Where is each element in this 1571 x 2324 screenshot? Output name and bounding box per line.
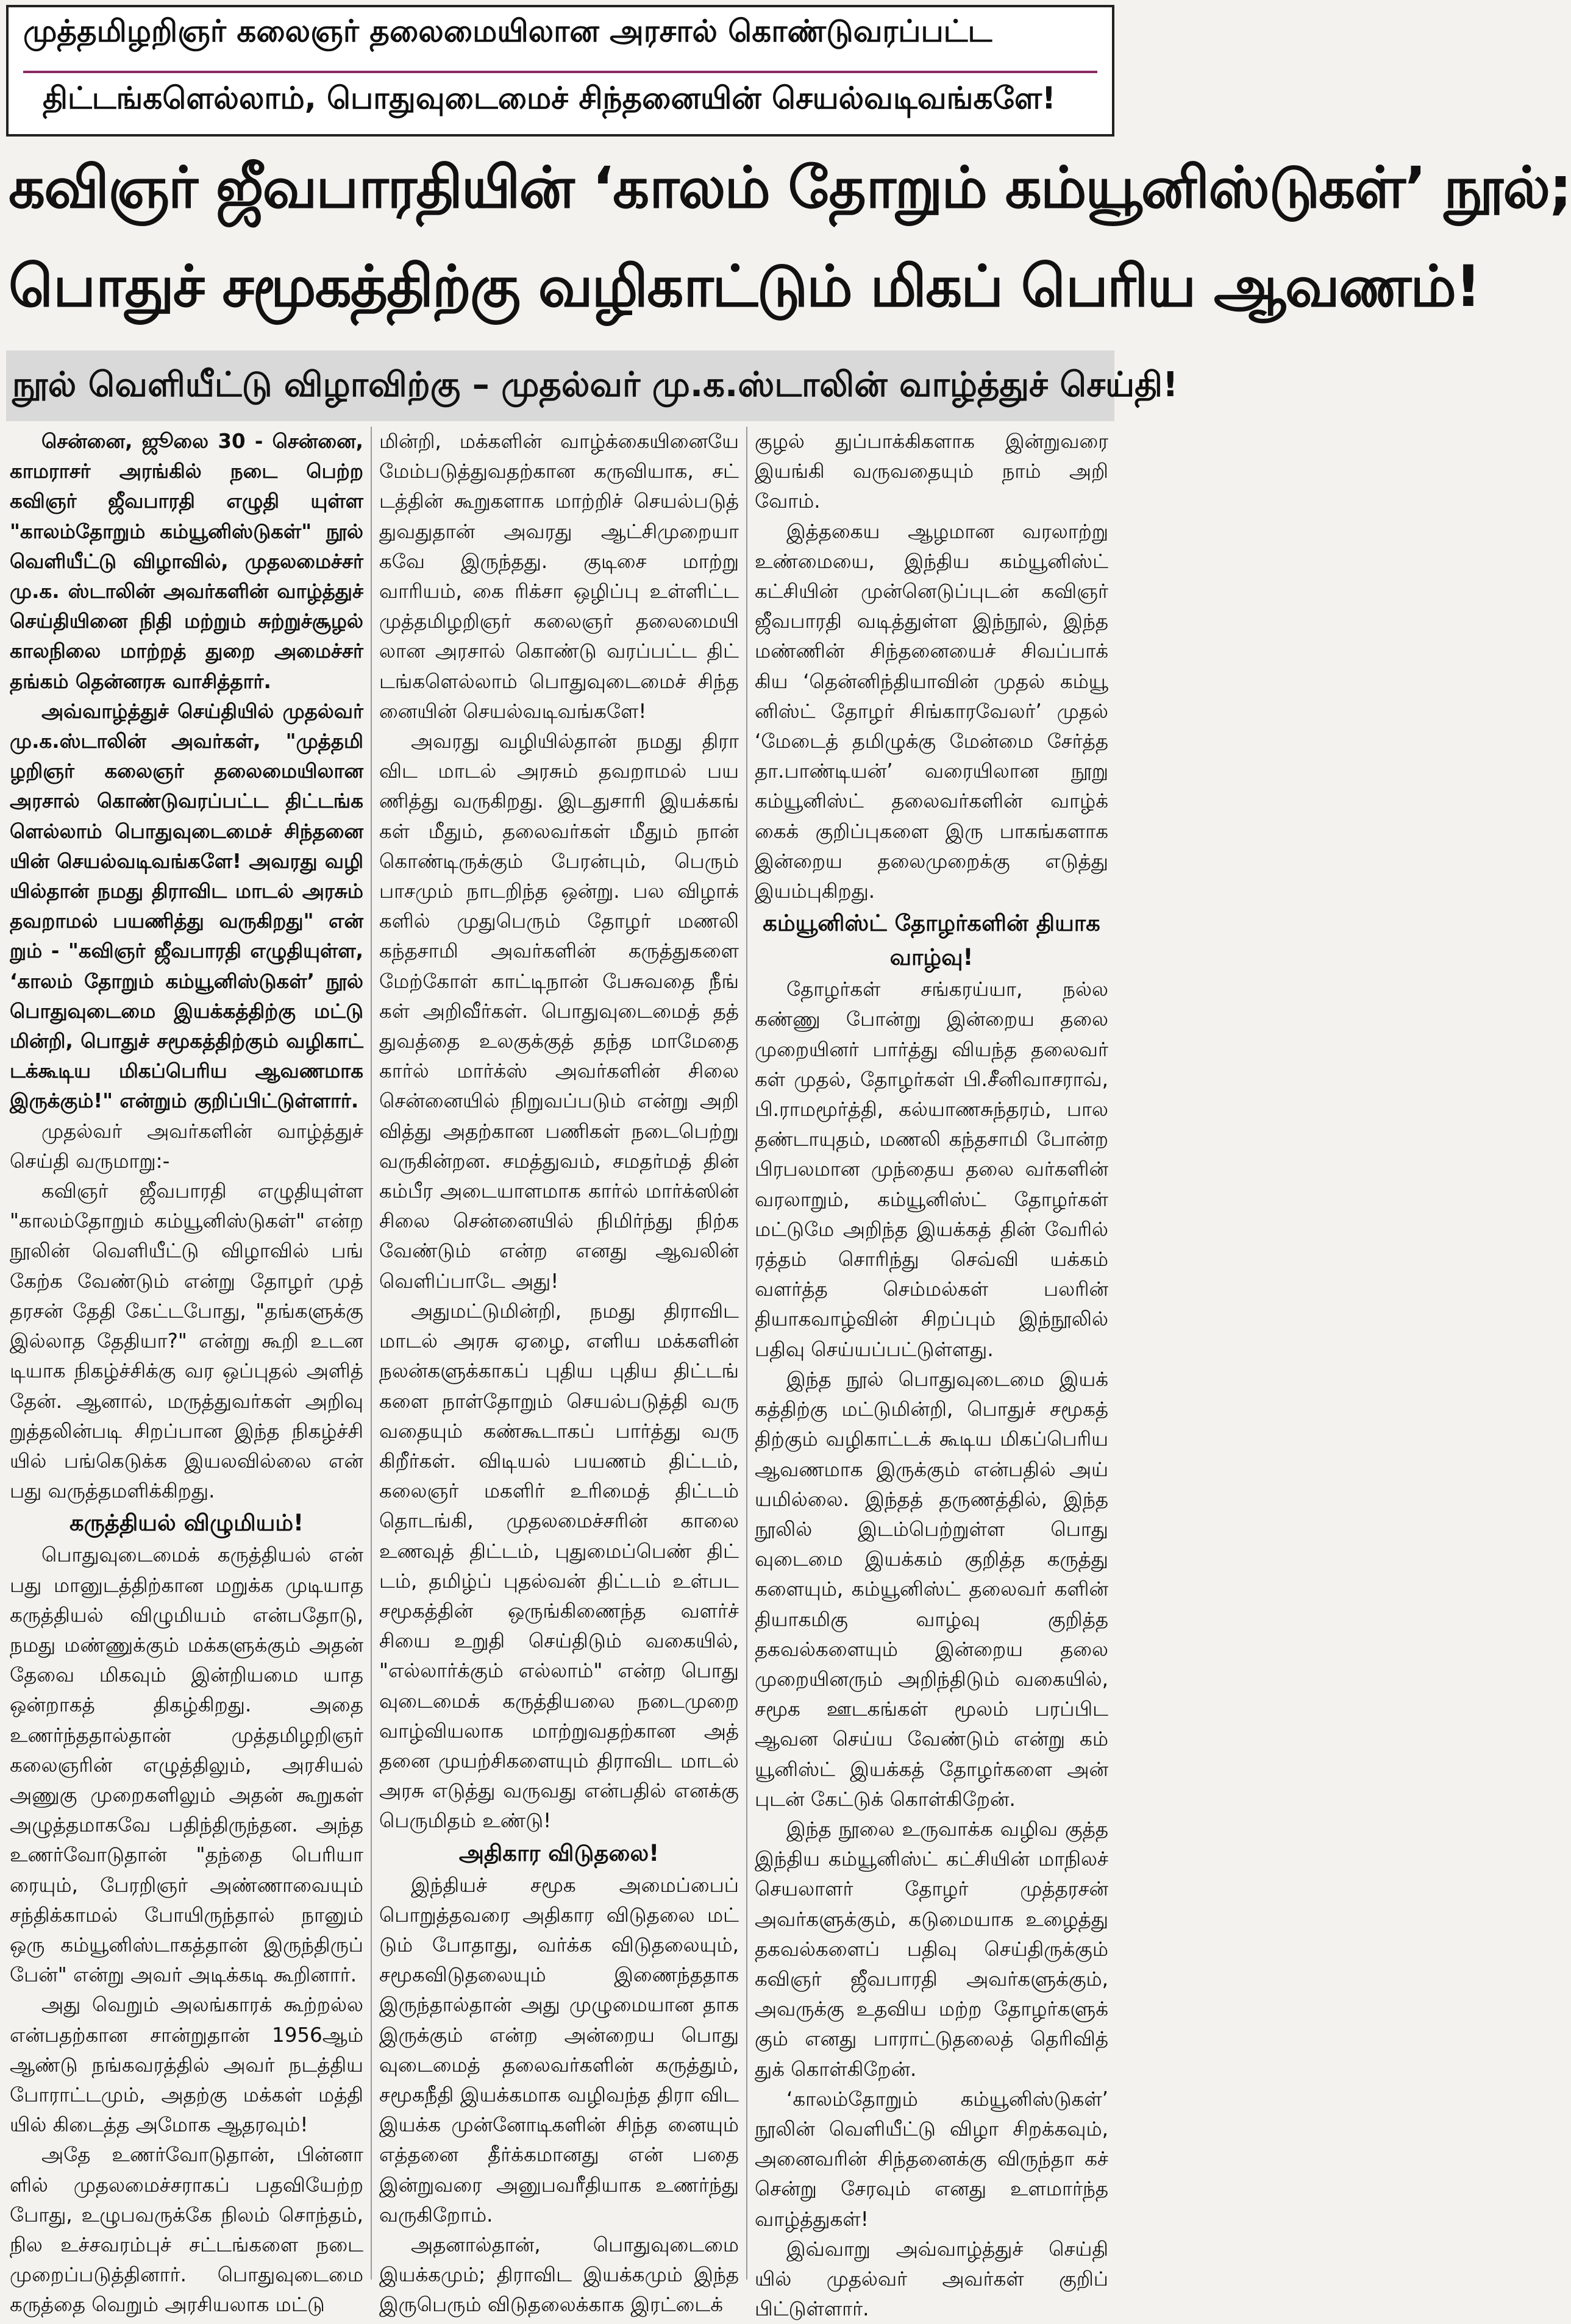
- article-paragraph: இத்தகைய ஆழமான வரலாற்று உண்மையை, இந்திய கம்யூனிஸ்ட் கட்சியின் முன்னெடுப்புடன் கவிஞர் ஜீவபாரதி வடித்துள்ள இந்நூல், இந்த மண்ணின் சிந்தனையைச் சிவப்பாக் கிய ‘தென்னிந்தியாவின் முதல் கம்யூ னிஸ்ட் தோழர் சிங்காரவேலர்’ முதல் ‘மேடைத் தமிழுக்கு மேன்மை சேர்த்த தா.பாண்டியன்’ வரையிலான நூறு கம்யூனிஸ்ட் தலைவர்களின் வாழ்க் கைக் குறிப்புகளை இரு பாகங்களாக இன்றைய தலைமுறைக்கு எடுத்து இயம்புகிறது.: [755, 519, 1108, 903]
- column-divider: [371, 427, 372, 2280]
- article-paragraph: குழல் துப்பாக்கிகளாக இன்றுவரை இயங்கி வருவதையும் நாம் அறி வோம்.: [755, 430, 1108, 513]
- article-paragraph: சென்னை, ஜூலை 30 - சென்னை, காமராசர் அரங்கில் நடை பெற்ற கவிஞர் ஜீவபாரதி எழுதி யுள்ள "காலம்தோறும் கம்யூனிஸ்டுகள்" நூல் வெளியீட்டு விழாவில், முதலமைச்சர் மு.க. ஸ்டாலின் அவர்களின் வாழ்த்துச் செய்தியினை நிதி மற்றும் சுற்றுச்சூழல் காலநிலை மாற்றத் துறை அமைச்சர் தங்கம் தென்னரசு வாசித்தார்.: [10, 430, 363, 693]
- article-column-2: [379, 427, 739, 2317]
- headline-line-2: பொதுச் சமூகத்திற்கு வழிகாட்டும் மிகப் பெரிய ஆவணம்!: [9, 254, 1480, 320]
- top-banner-line-1: முத்தமிழறிஞர் கலைஞர் தலைமையிலான அரசால் கொண்டுவரப்பட்ட: [23, 13, 992, 49]
- headline-line-1: கவிஞர் ஜீவபாரதியின் ‘காலம் தோறும் கம்யூனிஸ்டுகள்’ நூல்;: [9, 155, 1571, 221]
- article-paragraph: தோழர்கள் சங்கரய்யா, நல்ல கண்ணு போன்று இன்றைய தலை முறையினர் பார்த்து வியந்த தலைவர் கள் முதல், தோழர்கள் பி.சீனிவாசராவ், பி.ராமமூர்த்தி, கல்யாணசுந்தரம், பால தண்டாயுதம், மணலி கந்தசாமி போன்ற பிரபலமான முந்தைய தலை வர்களின் வரலாறும், கம்யூனிஸ்ட் தோழர்கள் மட்டுமே அறிந்த இயக்கத் தின் வேரில் ரத்தம் சொரிந்து செவ்வி யக்கம் வளர்த்த செம்மல்கள் பலரின் தியாகவாழ்வின் சிறப்பும் இந்நூலில் பதிவு செய்யப்பட்டுள்ளது.: [755, 978, 1108, 1361]
- article-paragraph: இந்த நூலை உருவாக்க வழிவ குத்த இந்திய கம்யூனிஸ்ட் கட்சியின் மாநிலச் செயலாளர் தோழர் முத்தரசன் அவர்களுக்கும், கடுமையாக உழைத்து தகவல்களைப் பதிவு செய்திருக்கும் கவிஞர் ஜீவபாரதி அவர்களுக்கும், அவருக்கு உதவிய மற்ற தோழர்களுக் கும் எனது பாராட்டுதலைத் தெரிவித் துக் கொள்கிறேன்.: [755, 1817, 1108, 2081]
- article-paragraph: அதனால்தான், பொதுவுடைமை இயக்கமும்; திராவிட இயக்கமும் இந்த இருபெரும் விடுதலைக்காக இரட்டைக்: [379, 2233, 739, 2317]
- article-paragraph: ‘காலம்தோறும் கம்யூனிஸ்டுகள்’ நூலின் வெளியீட்டு விழா சிறக்கவும், அனைவரின் சிந்தனைக்கு விருந்தா கச் சென்று சேரவும் எனது உளமார்ந்த வாழ்த்துகள்!: [755, 2087, 1108, 2231]
- column-divider: [746, 427, 747, 2280]
- article-paragraph: இவ்வாறு அவ்வாழ்த்துச் செய்தி யில் முதல்வர் அவர்கள் குறிப் பிட்டுள்ளார்.: [755, 2237, 1108, 2321]
- article-paragraph: அவ்வாழ்த்துச் செய்தியில் முதல்வர் மு.க.ஸ்டாலின் அவர்கள், "முத்தமி ழறிஞர் கலைஞர் தலைமையிலான அரசால் கொண்டுவரப்பட்ட திட்டங்க ளெல்லாம் பொதுவுடைமைச் சிந்தனை யின் செயல்வடிவங்களே! அவரது வழி யில்தான் நமது திராவிட மாடல் அரசும் தவறாமல் பயணித்து வருகிறது" என் றும் - "கவிஞர் ஜீவபாரதி எழுதியுள்ள, ‘காலம் தோறும் கம்யூனிஸ்டுகள்’ நூல் பொதுவுடைமை இயக்கத்திற்கு மட்டு மின்றி, பொதுச் சமூகத்திற்கும் வழிகாட் டக்கூடிய மிகப்பெரிய ஆவணமாக இருக்கும்!" என்றும் குறிப்பிட்டுள்ளார்.: [10, 699, 363, 1113]
- top-banner: [6, 5, 1114, 137]
- article-paragraph: கவிஞர் ஜீவபாரதி எழுதியுள்ள "காலம்தோறும் கம்யூனிஸ்டுகள்" என்ற நூலின் வெளியீட்டு விழாவில் பங் கேற்க வேண்டும் என்று தோழர் முத் தரசன் தேதி கேட்டபோது, "தங்களுக்கு இல்லாத தேதியா?" என்று கூறி உடன டியாக நிகழ்ச்சிக்கு வர ஒப்புதல் அளித் தேன். ஆனால், மருத்துவர்கள் அறிவு றுத்தலின்படி சிறப்பான இந்த நிகழ்ச்சி யில் பங்கெடுக்க இயலவில்லை என் பது வருத்தமளிக்கிறது.: [10, 1179, 363, 1503]
- article-column-3: [755, 427, 1108, 2321]
- top-banner-divider: [23, 71, 1097, 73]
- article-column-1: [10, 427, 363, 2317]
- article-paragraph: பொதுவுடைமைக் கருத்தியல் என் பது மானுடத்திற்கான மறுக்க முடியாத கருத்தியல் விழுமியம் என்பதோடு, நமது மண்ணுக்கும் மக்களுக்கும் அதன் தேவை மிகவும் இன்றியமை யாத ஒன்றாகத் திகழ்கிறது. அதை உணர்ந்ததால்தான் முத்தமிழறிஞர் கலைஞரின் எழுத்திலும், அரசியல் அணுகு முறைகளிலும் அதன் கூறுகள் அழுத்தமாகவே பதிந்திருந்தன. அந்த உணர்வோடுதான் "தந்தை பெரியா ரையும், பேரறிஞர் அண்ணாவையும் சந்திக்காமல் போயிருந்தால் நானும் ஒரு கம்யூனிஸ்டாகத்தான் இருந்திருப் பேன்" என்று அவர் அடிக்கடி கூறினார்.: [10, 1543, 363, 1987]
- section-heading: அதிகார விடுதலை!: [458, 1839, 660, 1866]
- article-paragraph: அதே உணர்வோடுதான், பின்னா ளில் முதலமைச்சராகப் பதவியேற்ற போது, உழுபவருக்கே நிலம் சொந்தம், நில உச்சவரம்புச் சட்டங்களை நடை முறைப்படுத்தினார். பொதுவுடைமை கருத்தை வெறும் அரசியலாக மட்டு: [10, 2143, 363, 2317]
- article-paragraph: அது வெறும் அலங்காரக் கூற்றல்ல என்பதற்கான சான்றுதான் 1956ஆம் ஆண்டு நங்கவரத்தில் அவர் நடத்திய போராட்டமும், அதற்கு மக்கள் மத்தி யில் கிடைத்த அமோக ஆதரவும்!: [10, 1993, 363, 2137]
- section-heading: கருத்தியல் விழுமியம்!: [69, 1510, 304, 1537]
- article-paragraph: இந்தியச் சமூக அமைப்பைப் பொறுத்தவரை அதிகார விடுதலை மட் டும் போதாது, வர்க்க விடுதலையும், சமூகவிடுதலையும் இணைந்ததாக இருந்தால்தான் அது முழுமையான தாக இருக்கும் என்ற அன்றைய பொது வுடைமைத் தலைவர்களின் கருத்தும், சமூகநீதி இயக்கமாக வழிவந்த திரா விட இயக்க முன்னோடிகளின் சிந்த னையும் எத்தனை தீர்க்கமானது என் பதை இன்றுவரை அனுபவரீதியாக உணர்ந்து வருகிறோம்.: [379, 1873, 739, 2226]
- subheadline: நூல் வெளியீட்டு விழாவிற்கு – முதல்வர் மு.க.ஸ்டாலின் வாழ்த்துச் செய்தி!: [12, 365, 1178, 405]
- section-heading: கம்யூனிஸ்ட் தோழர்களின் தியாக வாழ்வு!: [763, 910, 1100, 971]
- article-paragraph: அவரது வழியில்தான் நமது திரா விட மாடல் அரசும் தவறாமல் பய ணித்து வருகிறது. இடதுசாரி இயக்கங் கள் மீதும், தலைவர்கள் மீதும் நான் கொண்டிருக்கும் பேரன்பும், பெரும் பாசமும் நாடறிந்த ஒன்று. பல விழாக் களில் முதுபெரும் தோழர் மணலி கந்தசாமி அவர்களின் கருத்துகளை மேற்கோள் காட்டிநான் பேசுவதை நீங் கள் அறிவீர்கள். பொதுவுடைமைத் தத் துவத்தை உலகுக்குத் தந்த மாமேதை கார்ல் மார்க்ஸ் அவர்களின் சிலை சென்னையில் நிறுவப்படும் என்று அறி வித்து அதற்கான பணிகள் நடைபெற்று வருகின்றன. சமத்துவம், சமதர்மத் தின் கம்பீர அடையாளமாக கார்ல் மார்க்ஸின் சிலை சென்னையில் நிமிர்ந்து நிற்க வேண்டும் என்ற எனது ஆவலின் வெளிப்பாடே அது!: [379, 730, 739, 1293]
- subheadline-band: [6, 350, 1178, 421]
- article-paragraph: முதல்வர் அவர்களின் வாழ்த்துச் செய்தி வருமாறு:-: [10, 1119, 363, 1173]
- top-banner-line-2: திட்டங்களெல்லாம், பொதுவுடைமைச் சிந்தனையின் செயல்வடிவங்களே!: [43, 80, 1056, 116]
- article-paragraph: இந்த நூல் பொதுவுடைமை இயக் கத்திற்கு மட்டுமின்றி, பொதுச் சமூகத் திற்கும் வழிகாட்டக் கூடிய மிகப்பெரிய ஆவணமாக இருக்கும் என்பதில் அய் யமில்லை. இந்தத் தருணத்தில், இந்த நூலில் இடம்பெற்றுள்ள பொது வுடைமை இயக்கம் குறித்த கருத்து களையும், கம்யூனிஸ்ட் தலைவர் களின் தியாகமிகு வாழ்வு குறித்த தகவல்களையும் இன்றைய தலை முறையினரும் அறிந்திடும் வகையில், சமூக ஊடகங்கள் மூலம் பரப்பிட ஆவன செய்ய வேண்டும் என்று கம் யூனிஸ்ட் இயக்கத் தோழர்களை அன் புடன் கேட்டுக் கொள்கிறேன்.: [755, 1367, 1108, 1811]
- article-paragraph: மின்றி, மக்களின் வாழ்க்கையினையே மேம்படுத்துவதற்கான கருவியாக, சட் டத்தின் கூறுகளாக மாற்றிச் செயல்படுத் துவதுதான் அவரது ஆட்சிமுறையா கவே இருந்தது. குடிசை மாற்று வாரியம், கை ரிக்சா ஒழிப்பு உள்ளிட்ட முத்தமிழறிஞர் கலைஞர் தலைமையி லான அரசால் கொண்டு வரப்பட்ட திட் டங்களெல்லாம் பொதுவுடைமைச் சிந்த னையின் செயல்வடிவங்களே!: [379, 430, 739, 723]
- article-paragraph: அதுமட்டுமின்றி, நமது திராவிட மாடல் அரசு ஏழை, எளிய மக்களின் நலன்களுக்காகப் புதிய புதிய திட்டங் களை நாள்தோறும் செயல்படுத்தி வரு வதையும் கண்கூடாகப் பார்த்து வரு கிறீர்கள். விடியல் பயணம் திட்டம், கலைஞர் மகளிர் உரிமைத் திட்டம் தொடங்கி, முதலமைச்சரின் காலை உணவுத் திட்டம், புதுமைப்பெண் திட் டம், தமிழ்ப் புதல்வன் திட்டம் உள்பட சமூகத்தின் ஒருங்கிணைந்த வளர்ச் சியை உறுதி செய்திடும் வகையில், "எல்லார்க்கும் எல்லாம்" என்ற பொது வுடைமைக் கருத்தியலை நடைமுறை வாழ்வியலாக மாற்றுவதற்கான அத் தனை முயற்சிகளையும் திராவிட மாடல் அரசு எடுத்து வருவது என்பதில் எனக்கு பெருமிதம் உண்டு!: [379, 1299, 739, 1833]
